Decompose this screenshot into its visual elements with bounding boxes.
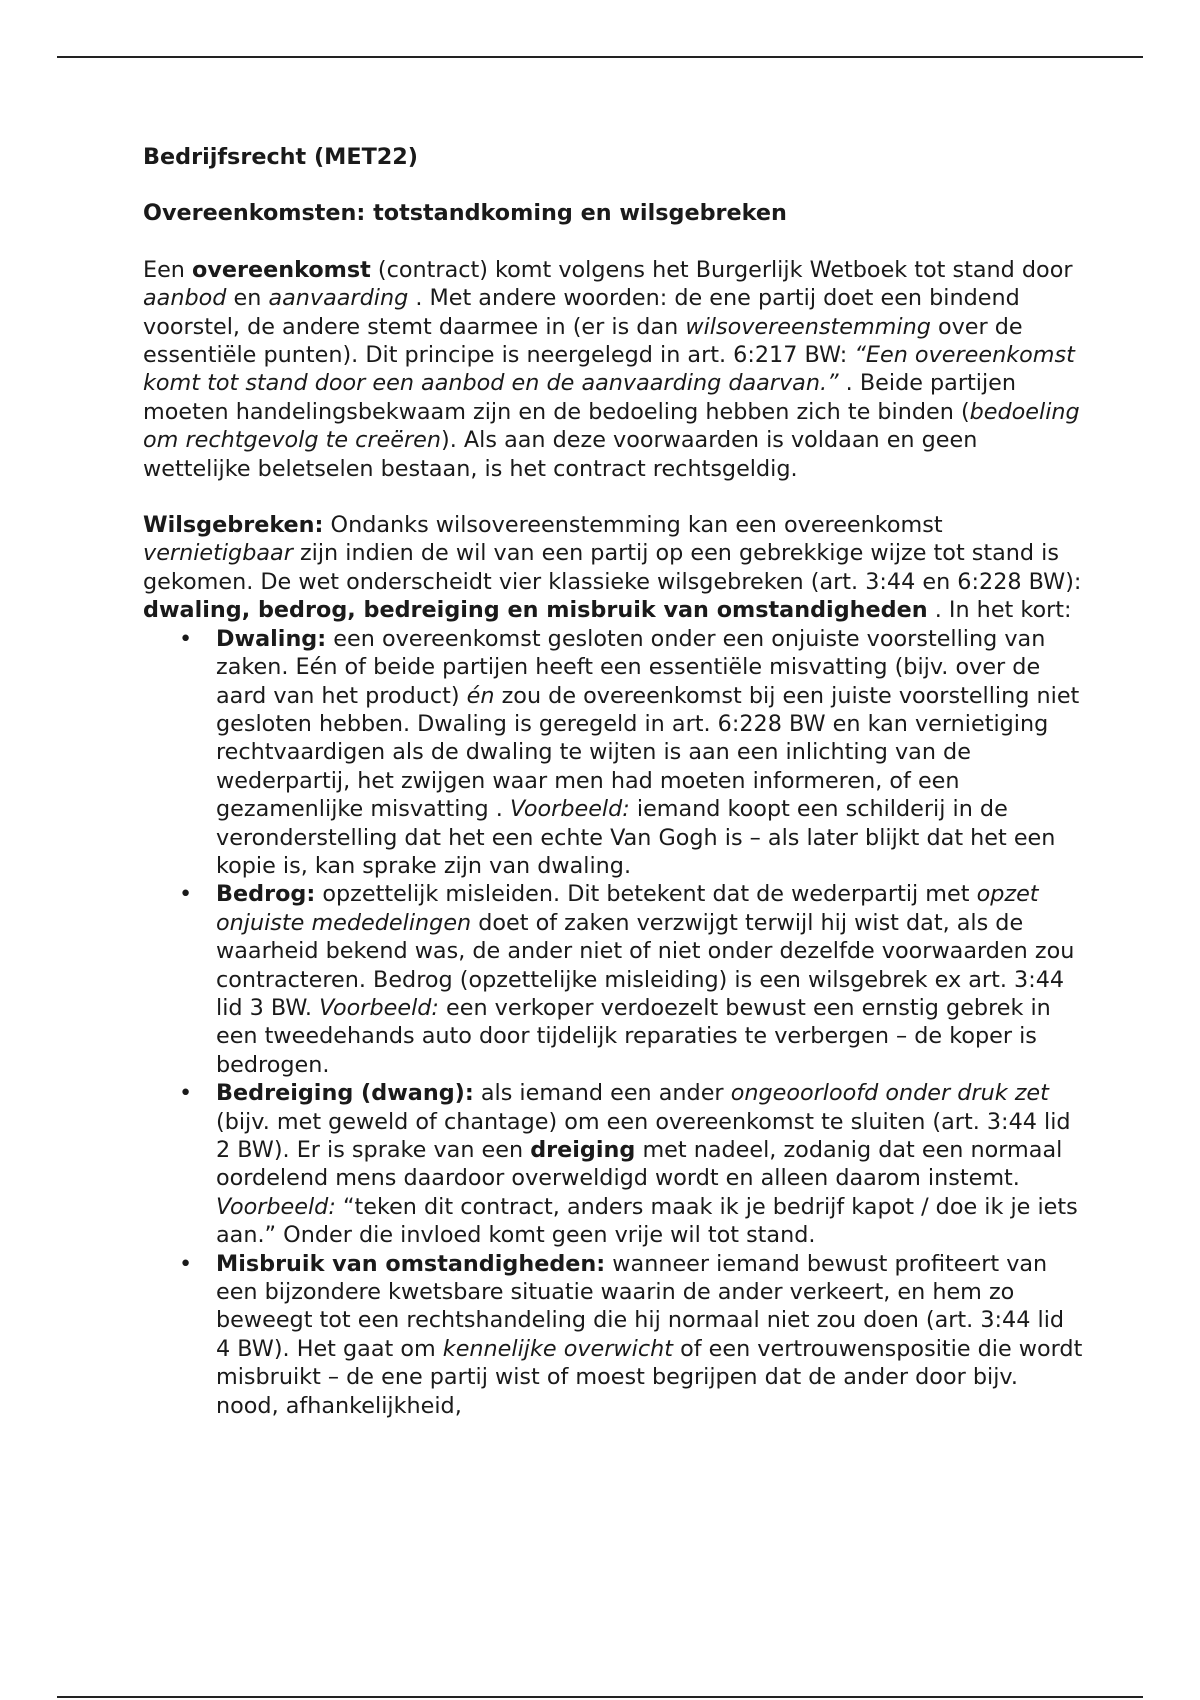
- course-title: Bedrijfsrecht (MET22): [143, 144, 418, 170]
- wilsgebreken-list: [143, 625, 1083, 1420]
- header-rule: [57, 56, 1143, 58]
- list-item-dwaling: • Dwaling: een overeenkomst gesloten onder een onjuiste voorstelling van zaken. Eén of beide partijen heeft een essentiële misvatting (bijv. over de aard van het product) én zou de overeenkomst bij een juiste voorstelling niet gesloten hebben. Dwaling is geregeld in art. 6:228 BW en kan vernietiging rechtvaardigen als de dwaling te wijten is aan een inlichting van de wederpartij, het zwijgen waar men had moeten informeren, of een gezamenlijke misvatting . Voorbeeld: iemand koopt een schilderij in de veronderstelling dat het een echte Van Gogh is – als later blijkt dat het een kopie is, kan sprake zijn van dwaling.: [216, 625, 1083, 881]
- list-item-misbruik: • Misbruik van omstandigheden: wanneer iemand bewust profiteert van een bijzondere kwetsbare situatie waarin de ander verkeert, en hem zo beweegt tot een rechtshandeling die hij normaal niet zou doen (art. 3:44 lid 4 BW). Het gaat om kennelijke overwicht of een vertrouwenspositie die wordt misbruikt – de ene partij wist of moest begrijpen dat de ander door bijv. nood, afhankelijkheid,: [216, 1250, 1083, 1420]
- intro-paragraph: Een overeenkomst (contract) komt volgens het Burgerlijk Wetboek tot stand door aanbod en aanvaarding . Met andere woorden: de ene partij doet een bindend voorstel, de andere stemt daarmee in (er is dan wilsovereenstemming over de essentiële punten). Dit principe is neergelegd in art. 6:217 BW: “Een overeenkomst komt tot stand door een aanbod en de aanvaarding daarvan.” . Beide partijen moeten handelingsbekwaam zijn en de bedoeling hebben zich te binden (bedoeling om rechtgevolg te creëren). Als aan deze voorwaarden is voldaan en geen wettelijke beletselen bestaan, is het contract rechtsgeldig.: [143, 256, 1080, 482]
- section-title: Overeenkomsten: totstandkoming en wilsgebreken: [143, 200, 787, 227]
- list-item-bedreiging: • Bedreiging (dwang): als iemand een ander ongeoorloofd onder druk zet (bijv. met geweld of chantage) om een overeenkomst te sluiten (art. 3:44 lid 2 BW). Er is sprake van een dreiging met nadeel, zodanig dat een normaal oordelend mens daardoor overweldigd wordt en alleen daarom instemt. Voorbeeld: “teken dit contract, anders maak ik je bedrijf kapot / doe ik je iets aan.” Onder die invloed komt geen vrije wil tot stand.: [216, 1079, 1083, 1249]
- document-body: [143, 143, 1083, 1420]
- wilsgebreken-paragraph: Wilsgebreken: Ondanks wilsovereenstemming kan een overeenkomst vernietigbaar zijn indien de wil van een partij op een gebrekkige wijze tot stand is gekomen. De wet onderscheidt vier klassieke wilsgebreken (art. 3:44 en 6:228 BW): dwaling, bedrog, bedreiging en misbruik van omstandigheden . In het kort:: [143, 512, 1082, 624]
- footer-rule: [57, 1696, 1143, 1698]
- list-item-bedrog: • Bedrog: opzettelijk misleiden. Dit betekent dat de wederpartij met opzet onjuiste mededelingen doet of zaken verzwijgt terwijl hij wist dat, als de waarheid bekend was, de ander niet of niet onder dezelfde voorwaarden zou contracteren. Bedrog (opzettelijke misleiding) is een wilsgebrek ex art. 3:44 lid 3 BW. Voorbeeld: een verkoper verdoezelt bewust een ernstig gebrek in een tweedehands auto door tijdelijk reparaties te verbergen – de koper is bedrogen.: [216, 880, 1083, 1079]
